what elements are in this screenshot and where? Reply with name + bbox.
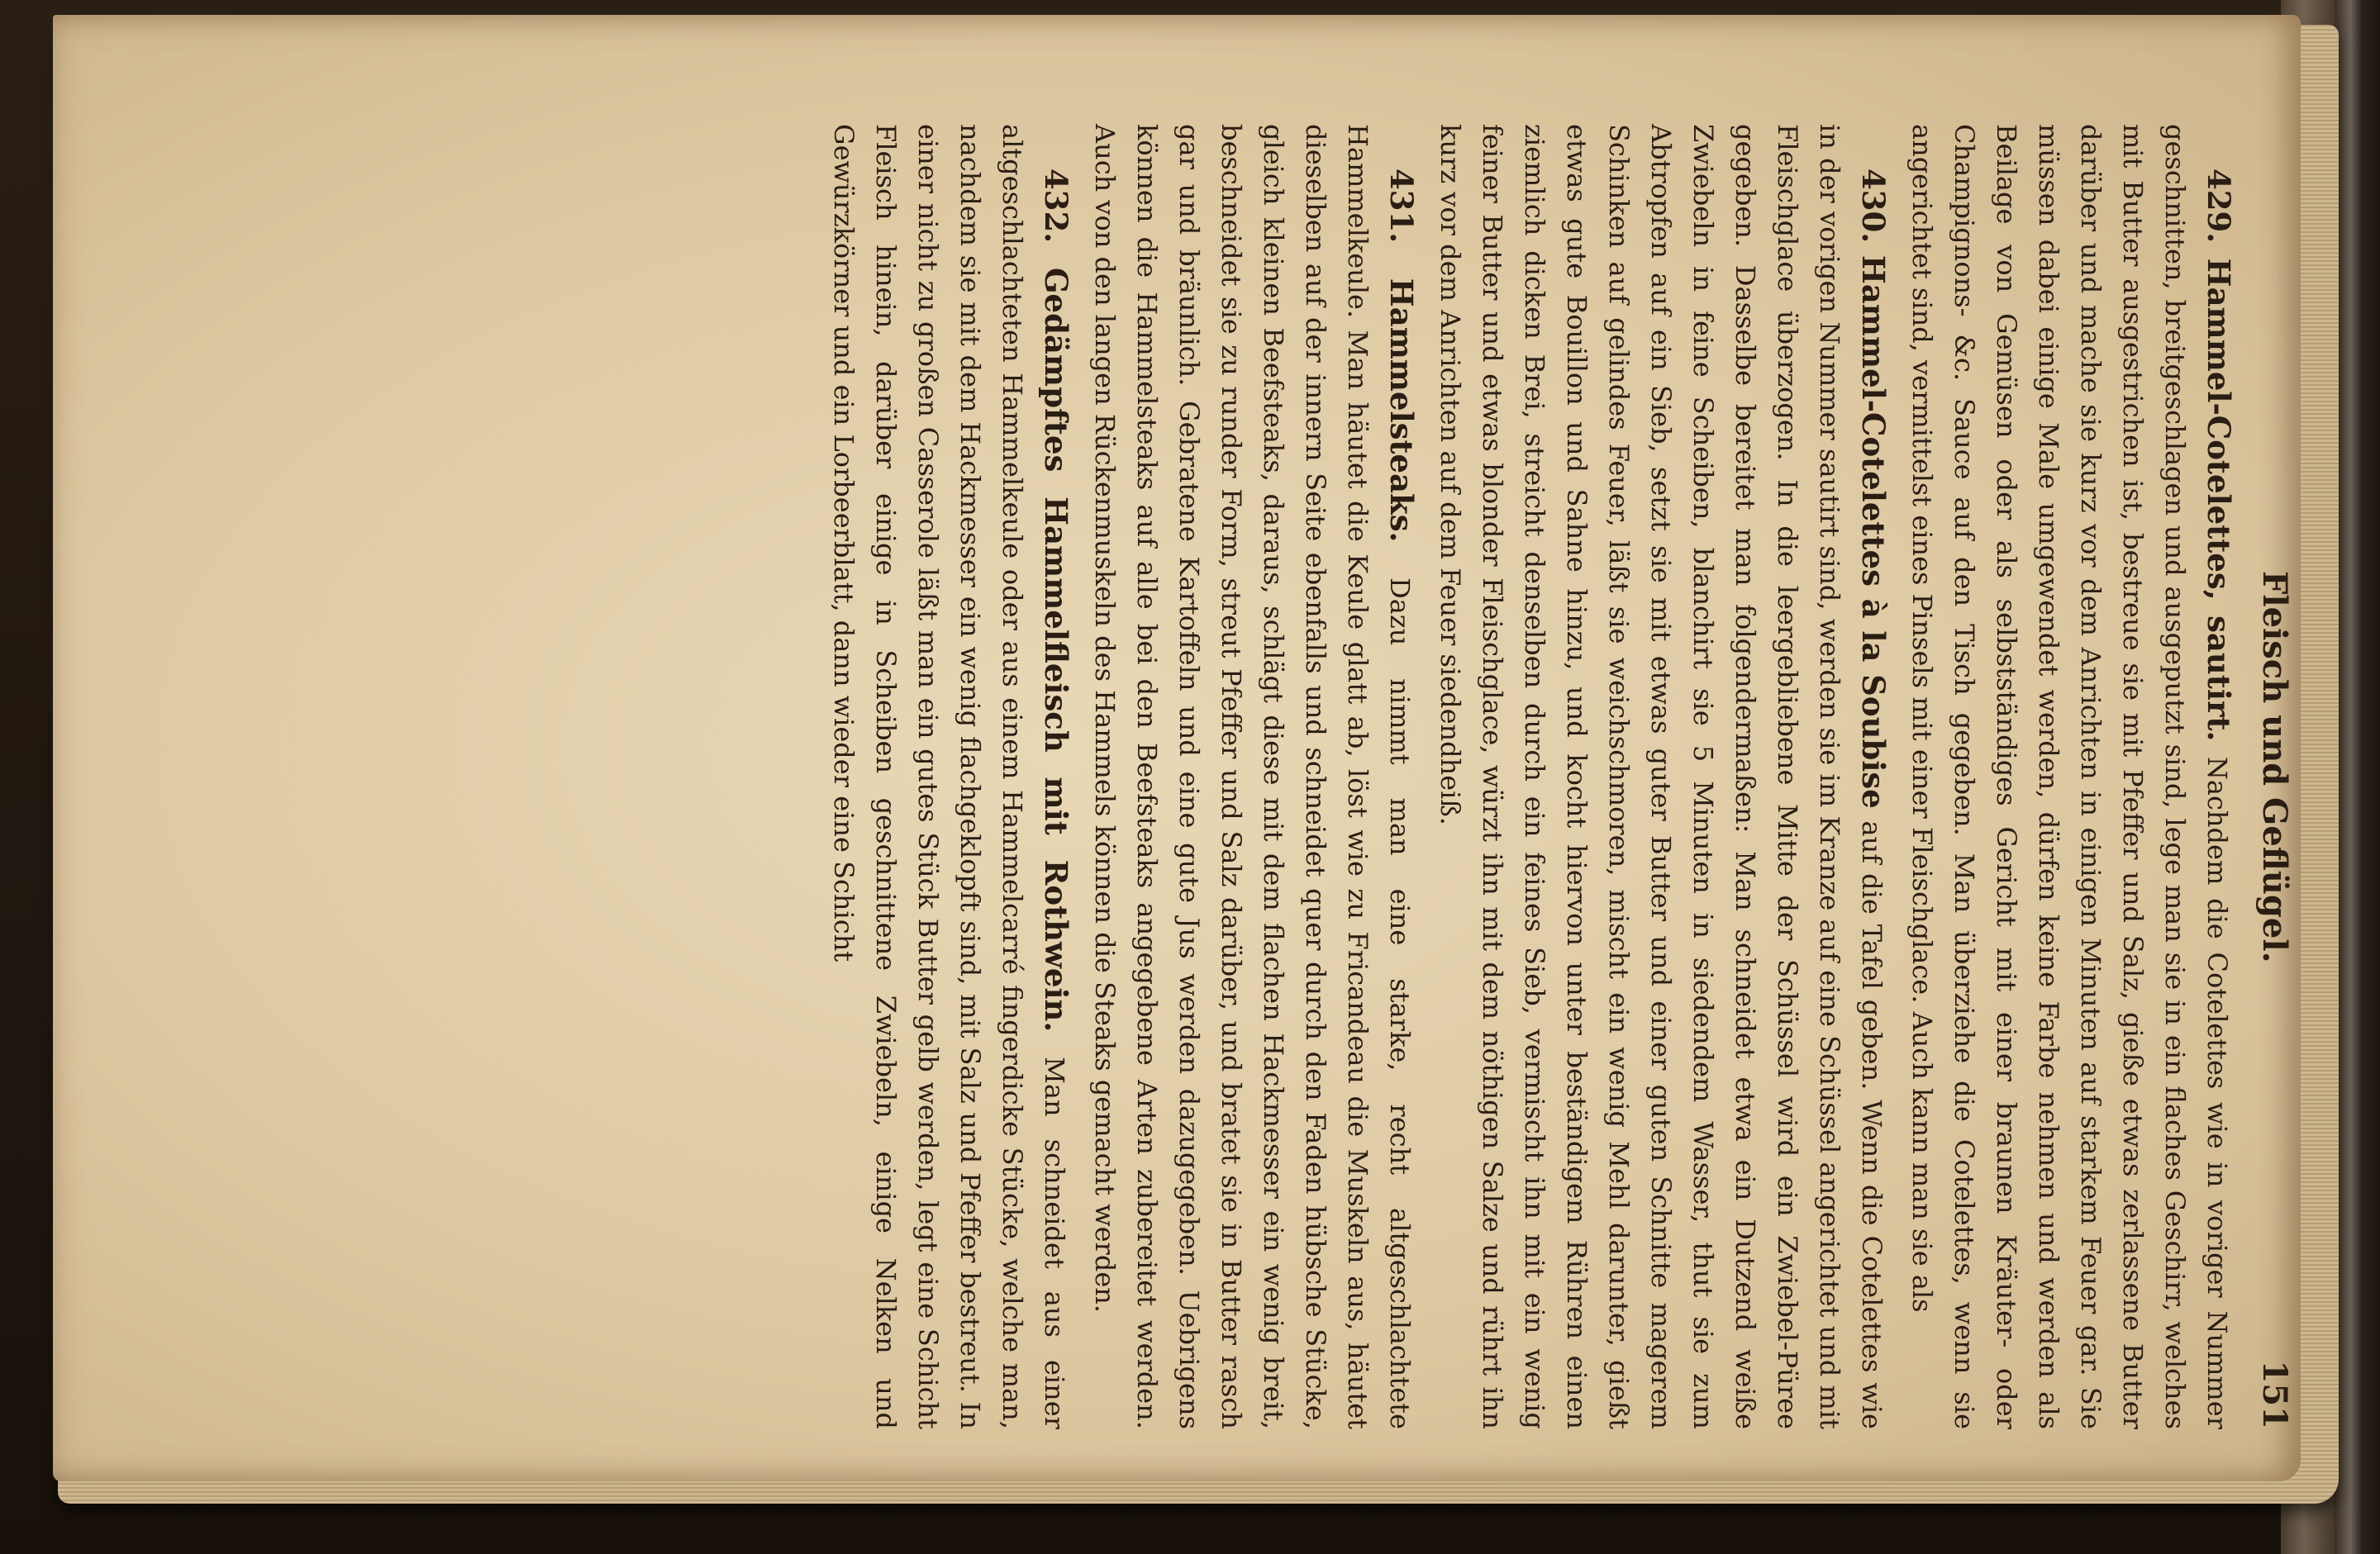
page-header [2251, 124, 2297, 1429]
recipe-title: Hammel-Cotelettes à la Soubise [1855, 254, 1892, 821]
recipe-number: 429. [2201, 169, 2237, 259]
page-number: 151 [2255, 1360, 2294, 1429]
recipe-body: auf die Tafel geben. Wenn die Cotelettes wie in der vorigen Nummer sautirt sind, werden sie im Kranze auf eine Schüssel angerichtet und mit Fleischglace überzogen. In die leergebliebene Mitte der Schüssel wird ein Zwiebel-Püree gegeben. Dasselbe bereitet man folgendermaßen: Man schneidet etwa ein Dutzend weiße Zwiebeln in feine Scheiben, blanchirt sie 5 Minuten in siedendem Wasser, thut sie zum Abtropfen auf ein Sieb, setzt sie mit etwas guter Butter und einer guten Schnitte magerem Schinken auf gelindes Feuer, läßt sie weichschmoren, mischt ein wenig Mehl darunter, gießt etwas gute Bouillon und Sahne hinzu, und kocht hiervon unter beständigem Rühren einen ziemlich dicken Brei, streicht denselben durch ein feines Sieb, vermischt ihn mit ein wenig feiner Butter und etwas blonder Fleischglace, würzt ihn mit dem nöthigen Salze und rührt ihn kurz vor dem Anrichten auf dem Feuer siedendheiß. [1435, 124, 1887, 1429]
recipe-body: Nachdem die Cotelettes wie in voriger Nummer geschnitten, breitgeschlagen und ausgeputzt sind, lege man sie in ein flaches Geschirr, welches mit Butter ausgestrichen ist, bestreue sie mit Pfeffer und Salz, gieße etwas zerlassene Butter darüber und mache sie kurz vor dem Anrichten in einigen Minuten auf starkem Feuer gar. Sie müssen dabei einige Male umgewendet werden, dürfen keine Farbe nehmen und werden als Beilage von Gemüsen oder als selbstständiges Gericht mit einer braunen Kräuter- oder Champignons- &c. Sauce auf den Tisch gegeben. Man überziehe die Cotelettes, wenn sie angerichtet sind, vermittelst eines Pinsels mit einer Fleischglace. Auch kann man sie als [1906, 124, 2233, 1430]
recipe-title: Gedämpftes Hammelfleisch mit Rothwein. [1038, 267, 1074, 1057]
recipe-number: 431. [1383, 169, 1420, 278]
recipe-title: Hammel-Cotelettes, sautirt. [2201, 258, 2237, 757]
recipe-431 [1083, 124, 1422, 1429]
running-title: Fleisch und Geflügel. [2255, 571, 2294, 963]
recipe-title: Hammelsteaks. [1383, 278, 1420, 578]
page-text-block [816, 124, 2297, 1429]
recipe-body: Man schneidet aus einer altgeschlachteten Hammelkeule oder aus einem Hammelcarré fingerdicke Stücke, welche man, nachdem sie mit dem Hackmesser ein wenig flachgeklopft sind, mit Salz und Pfeffer bestreut. In einer nicht zu großen Casserole läßt man ein gutes Stück Butter gelb werden, legt eine Schicht Fleisch hinein, darüber einige in Scheiben geschnittene Zwiebeln, einige Nelken und Gewürzkörner und ein Lorbeerblatt, dann wieder eine Schicht [828, 124, 1070, 1430]
recipe-number: 430. [1855, 169, 1892, 255]
recipe-430 [1429, 124, 1894, 1429]
recipe-432 [822, 124, 1077, 1429]
recipe-number: 432. [1038, 169, 1074, 268]
recipe-429 [1901, 124, 2240, 1429]
recipe-body: Dazu nimmt man eine starke, recht altgeschlachtete Hammelkeule. Man häutet die Keule glatt ab, löst wie zu Fricandeau die Muskeln aus, häutet dieselben auf der innern Seite ebenfalls und schneidet quer durch den Faden hübsche Stücke, gleich kleinen Beefsteaks, daraus, schlägt diese mit dem flachen Hackmesser ein wenig breit, beschneidet sie zu runder Form, streut Pfeffer und Salz darüber, und bratet sie in Butter rasch gar und bräunlich. Gebratene Kartoffeln und eine gute Jus werden dazugegeben. Uebrigens können die Hammelsteaks auf alle bei den Beefsteaks angegebene Arten zubereitet werden. Auch von den langen Rückenmuskeln des Hammels können die Steaks gemacht werden. [1089, 124, 1416, 1430]
book-spine [2335, 0, 2380, 1554]
